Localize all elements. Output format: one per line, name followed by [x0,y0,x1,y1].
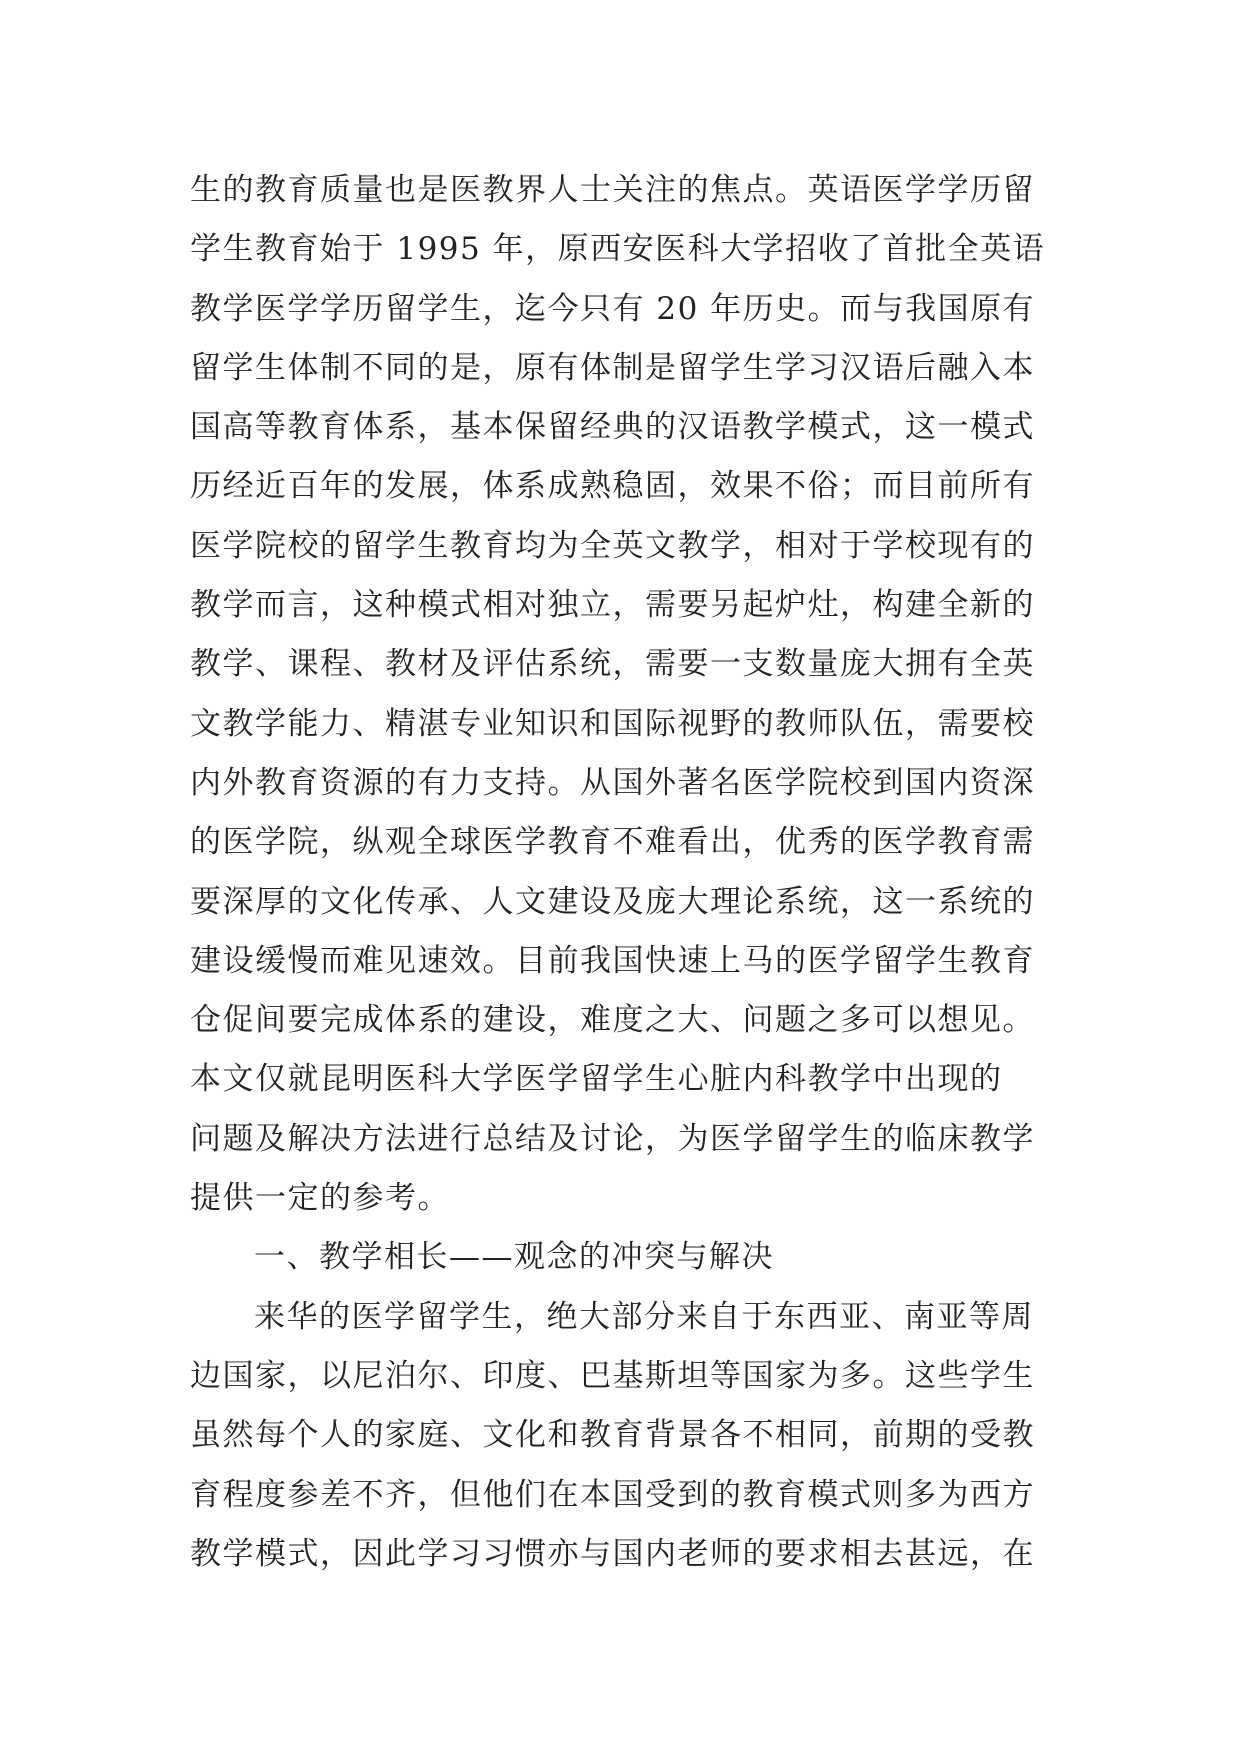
text-line: 提供一定的参考。 [190,1180,450,1217]
text-line: 的医学院，纵观全球医学教育不难看出，优秀的医学教育需 [190,824,1035,861]
text-line: 育程度参差不齐，但他们在本国受到的教育模式则多为西方 [190,1476,1035,1513]
text-line: 教学医学学历留学生，迄今只有 20 年历史。而与我国原有 [190,290,1036,327]
text-line: 生的教育质量也是医教界人士关注的焦点。英语医学学历留 [190,172,1035,208]
text-line: 教学模式，因此学习习惯亦与国内老师的要求相去甚远，在 [190,1535,1035,1572]
text-line: 历经近百年的发展，体系成熟稳固，效果不俗；而目前所有 [190,468,1035,505]
text-line: 教学而言，这种模式相对独立，需要另起炉灶，构建全新的 [190,587,1035,624]
text-line: 内外教育资源的有力支持。从国外著名医学院校到国内资深 [190,764,1035,801]
text-line: 问题及解决方法进行总结及讨论，为医学留学生的临床教学 [190,1120,1035,1157]
text-line: 要深厚的文化传承、人文建设及庞大理论系统，这一系统的 [190,883,1035,920]
text-line: 教学、课程、教材及评估系统，需要一支数量庞大拥有全英 [190,646,1035,683]
text-line: 边国家，以尼泊尔、印度、巴基斯坦等国家为多。这些学生 [190,1357,1035,1394]
text-line: 学生教育始于 1995 年，原西安医科大学招收了首批全英语 [190,231,1046,268]
text-line: 医学院校的留学生教育均为全英文教学，相对于学校现有的 [190,527,1035,564]
text-line: 仓促间要完成体系的建设，难度之大、问题之多可以想见。 [190,1002,1035,1039]
text-line: 建设缓慢而难见速效。目前我国快速上马的医学留学生教育 [190,942,1035,979]
body-text [190,161,1090,1584]
text-line: 本文仅就昆明医科大学医学留学生心脏内科教学中出现的 [190,1061,1003,1098]
section-heading: 一、教学相长——观念的冲突与解决 [254,1239,774,1276]
text-line: 来华的医学留学生，绝大部分来自于东西亚、南亚等周 [254,1298,1034,1335]
text-line: 国高等教育体系，基本保留经典的汉语教学模式，这一模式 [190,409,1035,446]
text-line: 文教学能力、精湛专业知识和国际视野的教师队伍，需要校 [190,705,1035,742]
text-line: 虽然每个人的家庭、文化和教育背景各不相同，前期的受教 [190,1417,1035,1454]
text-line: 留学生体制不同的是，原有体制是留学生学习汉语后融入本 [190,349,1035,386]
